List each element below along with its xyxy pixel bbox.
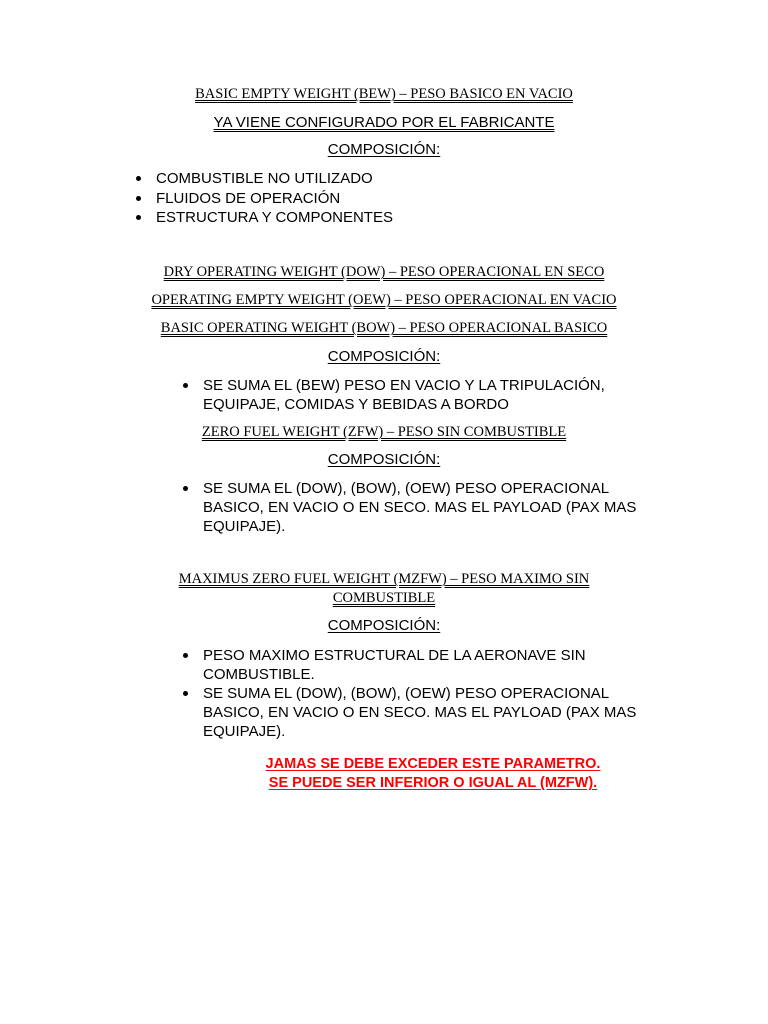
dow-heading: DRY OPERATING WEIGHT (DOW) – PESO OPERACIONAL EN SECO [163, 264, 605, 280]
dow-composition-label: COMPOSICIÓN: [327, 348, 441, 365]
bullet-icon [183, 383, 188, 388]
bew-subheading: YA VIENE CONFIGURADO POR EL FABRICANTE [213, 114, 555, 131]
bow-heading: BASIC OPERATING WEIGHT (BOW) – PESO OPERACIONAL BASICO [160, 320, 608, 336]
mzfw-composition-list [181, 646, 656, 741]
mzfw-heading-line-1: MAXIMUS ZERO FUEL WEIGHT (MZFW) – PESO MAXIMO SIN [178, 571, 590, 587]
bullet-icon [136, 215, 141, 220]
bullet-icon [183, 691, 188, 696]
mzfw-composition-label: COMPOSICIÓN: [327, 617, 441, 634]
list-item: SE SUMA EL (BEW) PESO EN VACIO Y LA TRIPULACIÓN, EQUIPAJE, COMIDAS Y BEBIDAS A BORDO [181, 376, 631, 414]
mzfw-warning-line-1: JAMAS SE DEBE EXCEDER ESTE PARAMETRO. [265, 756, 601, 772]
zfw-heading: ZERO FUEL WEIGHT (ZFW) – PESO SIN COMBUSTIBLE [201, 424, 567, 440]
list-item: ESTRUCTURA Y COMPONENTES [134, 208, 634, 228]
list-item: SE SUMA EL (DOW), (BOW), (OEW) PESO OPERACIONAL BASICO, EN VACIO O EN SECO. MAS EL PAYLOAD (PAX MAS EQUIPAJE). [181, 684, 656, 741]
mzfw-heading-line-2: COMBUSTIBLE [332, 590, 436, 606]
mzfw-warning-line-2: SE PUEDE SER INFERIOR O IGUAL AL (MZFW). [268, 775, 598, 791]
zfw-composition-label: COMPOSICIÓN: [327, 451, 441, 468]
zfw-composition-list [181, 479, 656, 536]
bew-heading: BASIC EMPTY WEIGHT (BEW) – PESO BASICO EN VACIO [195, 86, 573, 102]
list-item: COMBUSTIBLE NO UTILIZADO [134, 169, 634, 189]
bullet-icon [183, 486, 188, 491]
list-item: SE SUMA EL (DOW), (BOW), (OEW) PESO OPERACIONAL BASICO, EN VACIO O EN SECO. MAS EL PAYLOAD (PAX MAS EQUIPAJE). [181, 479, 656, 536]
list-item: FLUIDOS DE OPERACIÓN [134, 189, 634, 209]
bew-composition-list [134, 169, 634, 228]
oew-heading: OPERATING EMPTY WEIGHT (OEW) – PESO OPERACIONAL EN VACIO [151, 292, 617, 308]
list-item: PESO MAXIMO ESTRUCTURAL DE LA AERONAVE SIN COMBUSTIBLE. [181, 646, 656, 684]
bullet-icon [136, 196, 141, 201]
bew-composition-label: COMPOSICIÓN: [327, 141, 441, 158]
dow-composition-list [181, 376, 631, 414]
bullet-icon [136, 176, 141, 181]
bullet-icon [183, 653, 188, 658]
